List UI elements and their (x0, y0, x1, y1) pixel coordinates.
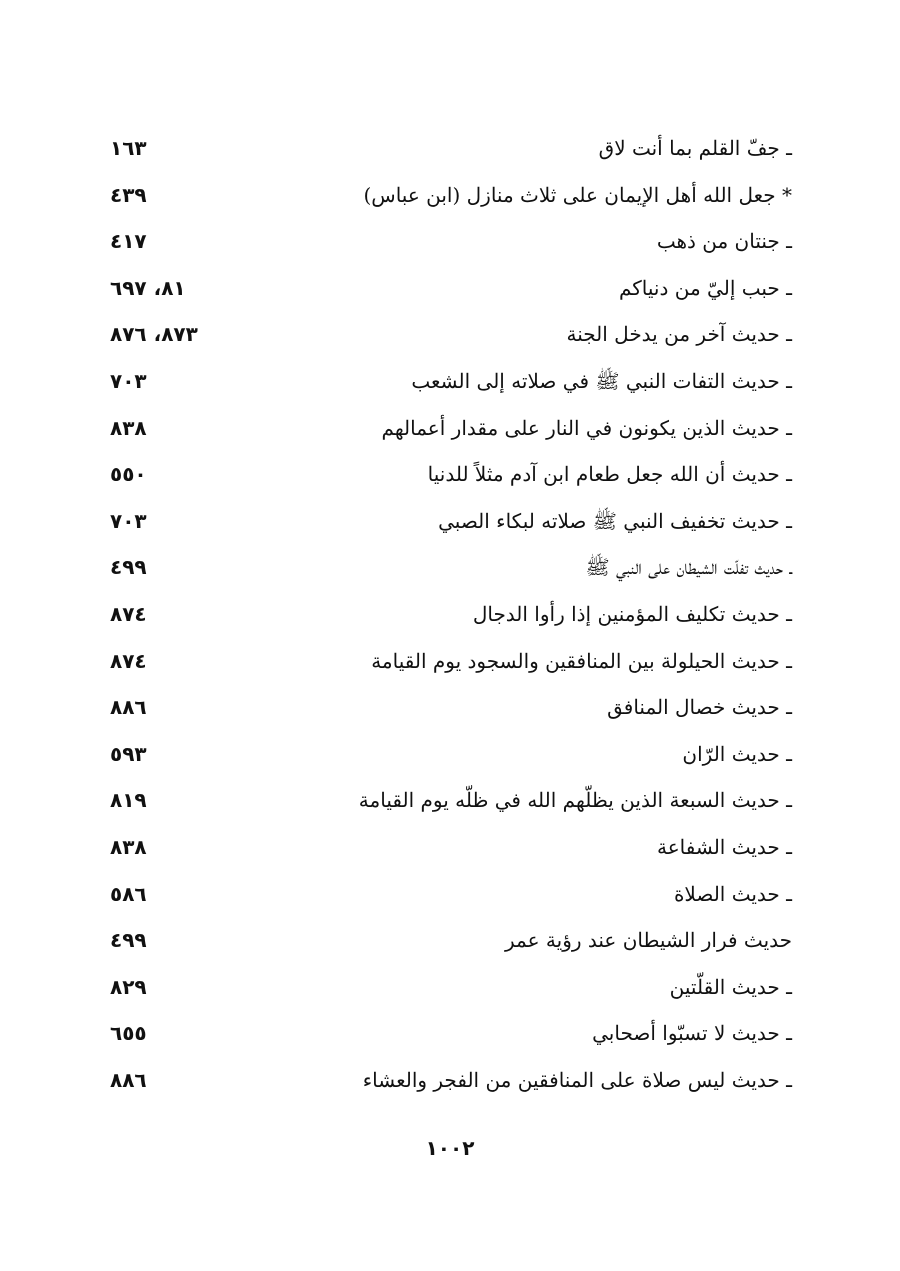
entry-page-numbers: ٨١٩ (110, 788, 147, 813)
entry-title: ـ حديث ليس صلاة على المنافقين من الفجر والعشاء (362, 1067, 792, 1092)
entry-title: ـ حديث الشفاعة (657, 834, 792, 859)
entry-title: ـ حديث تخفيف النبي ﷺ صلاته لبكاء الصبي (438, 508, 792, 533)
index-entry (110, 1013, 792, 1060)
entry-title: ـ حديث الرّان (682, 741, 792, 766)
entry-page-numbers: ٨١، ٦٩٧ (110, 275, 186, 300)
entry-page-numbers: ٥٩٣ (110, 741, 147, 766)
entry-page-numbers: ٤٣٩ (110, 182, 147, 207)
entry-page-numbers: ٤٩٩ (110, 928, 147, 953)
entry-title: ـ حديث القلّتين (669, 974, 792, 999)
entry-page-numbers: ٧٠٣ (110, 508, 147, 533)
entry-page-numbers: ٥٥٠ (110, 462, 147, 487)
entry-title: ـ حديث تكليف المؤمنين إذا رأوا الدجال (472, 601, 792, 626)
entry-title: ـ جفّ القلم بما أنت لاق (598, 136, 792, 160)
entry-page-numbers: ٤٩٩ (110, 555, 147, 580)
index-entry (110, 687, 792, 734)
entry-title: ـ حديث الذين يكونون في النار على مقدار أعمالهم (381, 415, 792, 440)
entry-page-numbers: ٨٣٨ (110, 415, 147, 440)
entry-title: ـ حديث التفات النبي ﷺ في صلاته إلى الشعب (411, 368, 792, 393)
entry-page-numbers: ٨٢٩ (110, 974, 147, 999)
entry-title: ـ حبب إليّ من دنياكم (618, 275, 792, 300)
index-entry (110, 734, 792, 781)
index-entry (110, 547, 792, 594)
index-entry (110, 128, 792, 175)
entry-page-numbers: ٨٨٦ (110, 695, 147, 720)
index-entry (110, 967, 792, 1014)
entry-page-numbers: ٨٨٦ (110, 1067, 147, 1092)
entry-title: ـ حديث الصلاة (673, 881, 792, 906)
index-entry (110, 594, 792, 641)
index-entry (110, 501, 792, 548)
entry-page-numbers: ٨٧٣، ٨٧٦ (110, 322, 198, 347)
index-entries (110, 128, 792, 1106)
entry-page-numbers: ٦٥٥ (110, 1021, 147, 1046)
index-entry (110, 827, 792, 874)
entry-title: ـ حديث خصال المنافق (607, 695, 792, 720)
entry-page-numbers: ٥٨٦ (110, 881, 147, 906)
entry-page-numbers: ٨٧٤ (110, 601, 147, 626)
index-entry (110, 454, 792, 501)
entry-title: حديث فرار الشيطان عند رؤية عمر (505, 928, 792, 953)
index-entry (110, 408, 792, 455)
entry-title: * جعل الله أهل الإيمان على ثلاث منازل (ابن عباس) (363, 182, 792, 207)
entry-title: ـ حديث السبعة الذين يظلّهم الله في ظلّه يوم القيامة (358, 788, 792, 813)
index-entry (110, 1060, 792, 1107)
entry-title: ـ جنتان من ذهب (656, 229, 792, 254)
index-entry (110, 920, 792, 967)
page-number: ١٠٠٢ (425, 1136, 475, 1160)
index-entry (110, 641, 792, 688)
entry-title: ـ حديث الحيلولة بين المنافقين والسجود يوم القيامة (371, 648, 792, 673)
entry-page-numbers: ٨٣٨ (110, 834, 147, 859)
entry-title: ـ حديث آخر من يدخل الجنة (566, 322, 792, 347)
index-entry (110, 221, 792, 268)
index-entry (110, 175, 792, 222)
entry-title: ـ حديث لا تسبّوا أصحابي (592, 1021, 792, 1046)
index-entry (110, 314, 792, 361)
entry-page-numbers: ٧٠٣ (110, 368, 147, 393)
entry-page-numbers: ٤١٧ (110, 229, 147, 254)
entry-page-numbers: ١٦٣ (110, 136, 147, 160)
index-entry (110, 874, 792, 921)
entry-title: ـ حديث تفلّت الشيطان على النبي ﷺ (585, 555, 792, 580)
index-entry (110, 780, 792, 827)
entry-page-numbers: ٨٧٤ (110, 648, 147, 673)
entry-title: ـ حديث أن الله جعل طعام ابن آدم مثلاً للدنيا (427, 462, 792, 487)
index-entry (110, 361, 792, 408)
index-entry (110, 268, 792, 315)
